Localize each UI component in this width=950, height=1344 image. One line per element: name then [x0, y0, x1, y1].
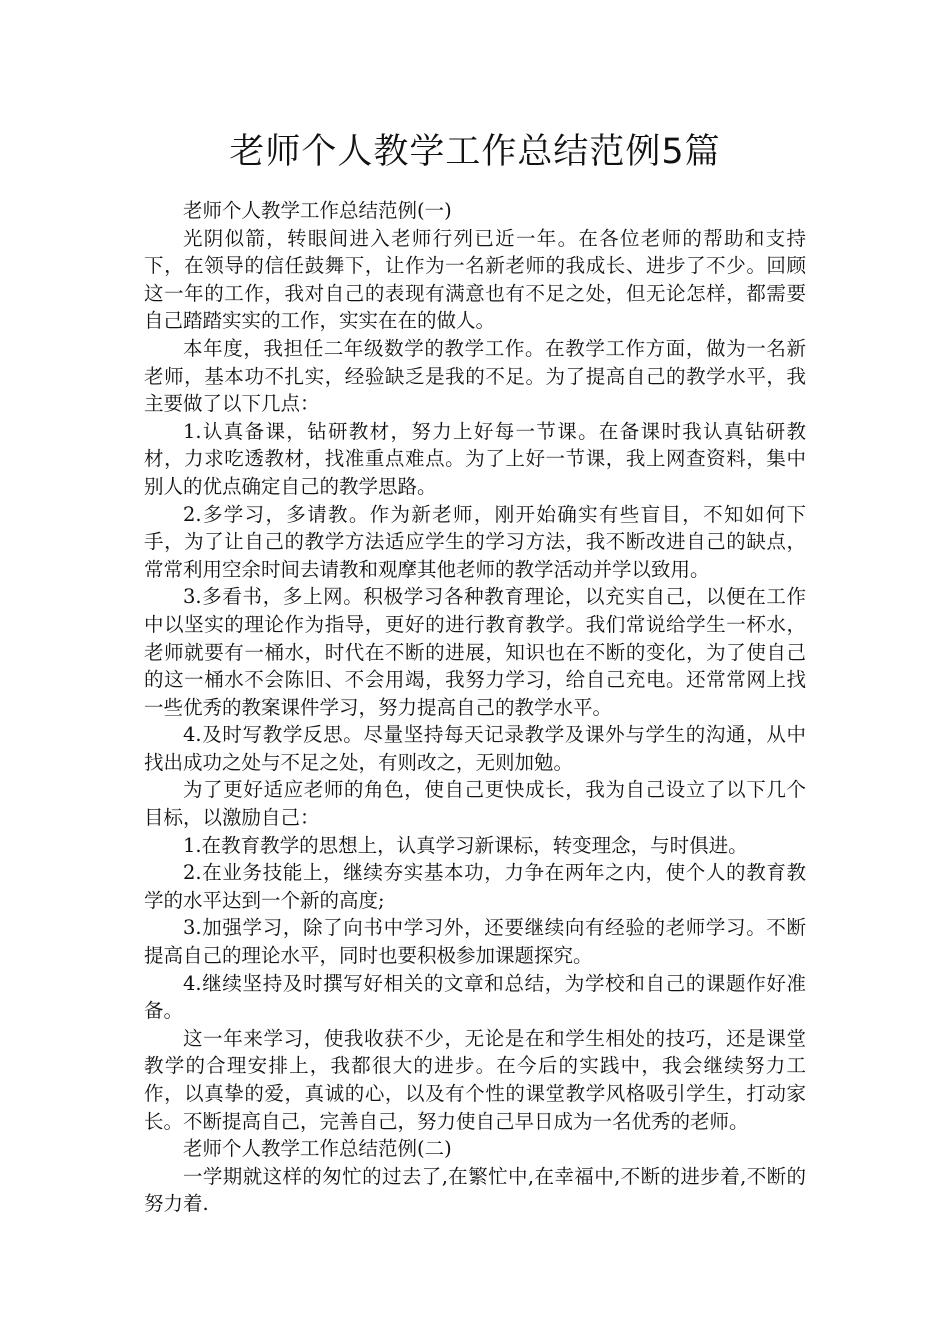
list-item: 1.在教育教学的思想上，认真学习新课标，转变理念，与时俱进。: [183, 833, 748, 857]
paragraph: 为了更好适应老师的角色，使自己更快成长，我为自己设立了以下几个目标，以激励自己：: [144, 778, 806, 830]
list-item: 2.在业务技能上，继续夯实基本功，力争在两年之内，使个人的教育教学的水平达到一个新的高度;: [144, 861, 806, 912]
list-item: 1.认真备课，钻研教材，努力上好每一节课。在备课时我认真钻研教材，力求吃透教材，找准重点难点。为了上好一节课，我上网查资料，集中别人的优点确定自己的教学思路。: [144, 419, 806, 498]
document-body: [144, 197, 806, 1218]
list-item: 3.加强学习，除了向书中学习外，还要继续向有经验的老师学习。不断提高自己的理论水平，同时也要积极参加课题探究。: [144, 916, 806, 968]
paragraph: 这一年来学习，使我收获不少，无论是在和学生相处的技巧，还是课堂教学的合理安排上，我都很大的进步。在今后的实践中，我会继续努力工作，以真挚的爱，真诚的心，以及有个性的课堂教学风格吸引学生，打动家长。不断提高自己，完善自己，努力使自己早日成为一名优秀的老师。: [144, 1026, 806, 1133]
list-item: 4.继续坚持及时撰写好相关的文章和总结，为学校和自己的课题作好准备。: [144, 971, 806, 1023]
section-heading-2: 老师个人教学工作总结范例(二): [183, 1137, 452, 1161]
list-item: 3.多看书，多上网。积极学习各种教育理论，以充实自己，以便在工作中以坚实的理论作为指导，更好的进行教育教学。我们常说给学生一杯水，老师就要有一桶水，时代在不断的进展，知识也在不断的变化，为了使自己的这一桶水不会陈旧、不会用竭，我努力学习，给自己充电。还常常网上找一些优秀的教案课件学习，努力提高自己的教学水平。: [144, 585, 806, 719]
document-title: 老师个人教学工作总结范例5篇: [229, 132, 721, 172]
list-item: 2.多学习，多请教。作为新老师，刚开始确实有些盲目，不知如何下手，为了让自己的教学方法适应学生的学习方法，我不断改进自己的缺点，常常利用空余时间去请教和观摩其他老师的教学活动并学以致用。: [144, 502, 806, 581]
paragraph: 光阴似箭，转眼间进入老师行列已近一年。在各位老师的帮助和支持下，在领导的信任鼓舞下，让作为一名新老师的我成长、进步了不少。回顾这一年的工作，我对自己的表现有满意也有不足之处，但无论怎样，都需要自己踏踏实实的工作，实实在在的做人。: [144, 226, 806, 333]
paragraph: 本年度，我担任二年级数学的教学工作。在教学工作方面，做为一名新老师，基本功不扎实，经验缺乏是我的不足。为了提高自己的教学水平，我主要做了以下几点：: [144, 336, 806, 416]
paragraph: 一学期就这样的匆忙的过去了,在繁忙中,在幸福中,不断的进步着,不断的努力着.: [144, 1164, 806, 1216]
section-heading-1: 老师个人教学工作总结范例(一): [183, 199, 452, 222]
document-page: [144, 128, 806, 1218]
list-item: 4.及时写教学反思。尽量坚持每天记录教学及课外与学生的沟通，从中找出成功之处与不足之处，有则改之，无则加勉。: [144, 723, 806, 774]
